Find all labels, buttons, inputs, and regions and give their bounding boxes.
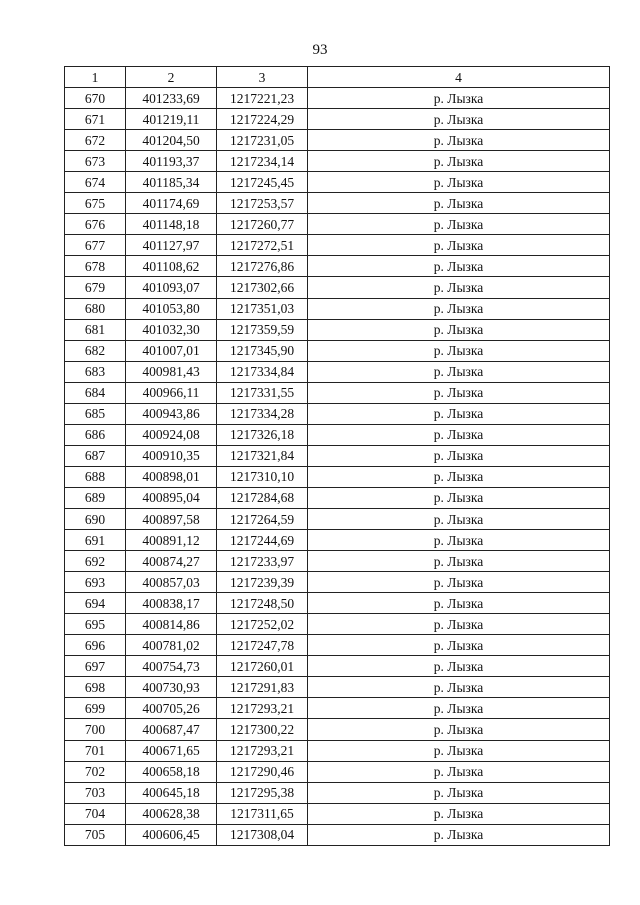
table-row (65, 445, 610, 466)
point-number-cell: 688 (65, 466, 126, 487)
table-row (65, 361, 610, 382)
y-coordinate-cell: 1217276,86 (217, 256, 308, 277)
description-cell: р. Лызка (308, 319, 610, 340)
point-number-cell: 680 (65, 298, 126, 319)
point-number-cell: 674 (65, 172, 126, 193)
y-coordinate-cell: 1217248,50 (217, 593, 308, 614)
x-coordinate-cell: 400671,65 (126, 740, 217, 761)
description-cell: р. Лызка (308, 403, 610, 424)
y-coordinate-cell: 1217334,28 (217, 403, 308, 424)
x-coordinate-cell: 401204,50 (126, 130, 217, 151)
table-row (65, 782, 610, 803)
y-coordinate-cell: 1217345,90 (217, 340, 308, 361)
x-coordinate-cell: 400898,01 (126, 466, 217, 487)
header-col-4: 4 (308, 67, 610, 88)
table-row (65, 508, 610, 529)
table-row (65, 109, 610, 130)
point-number-cell: 703 (65, 782, 126, 803)
x-coordinate-cell: 400891,12 (126, 530, 217, 551)
description-cell: р. Лызка (308, 235, 610, 256)
y-coordinate-cell: 1217260,77 (217, 214, 308, 235)
point-number-cell: 683 (65, 361, 126, 382)
table-row (65, 530, 610, 551)
x-coordinate-cell: 401174,69 (126, 193, 217, 214)
description-cell: р. Лызка (308, 824, 610, 845)
description-cell: р. Лызка (308, 130, 610, 151)
table-row (65, 719, 610, 740)
x-coordinate-cell: 401219,11 (126, 109, 217, 130)
y-coordinate-cell: 1217290,46 (217, 761, 308, 782)
description-cell: р. Лызка (308, 740, 610, 761)
y-coordinate-cell: 1217334,84 (217, 361, 308, 382)
point-number-cell: 691 (65, 530, 126, 551)
table-row (65, 298, 610, 319)
x-coordinate-cell: 401108,62 (126, 256, 217, 277)
point-number-cell: 702 (65, 761, 126, 782)
description-cell: р. Лызка (308, 803, 610, 824)
y-coordinate-cell: 1217272,51 (217, 235, 308, 256)
x-coordinate-cell: 400754,73 (126, 656, 217, 677)
point-number-cell: 697 (65, 656, 126, 677)
point-number-cell: 679 (65, 277, 126, 298)
y-coordinate-cell: 1217253,57 (217, 193, 308, 214)
table-row (65, 824, 610, 845)
description-cell: р. Лызка (308, 719, 610, 740)
point-number-cell: 699 (65, 698, 126, 719)
table-row (65, 319, 610, 340)
table-row (65, 172, 610, 193)
description-cell: р. Лызка (308, 193, 610, 214)
x-coordinate-cell: 400705,26 (126, 698, 217, 719)
y-coordinate-cell: 1217302,66 (217, 277, 308, 298)
table-body (65, 88, 610, 846)
point-number-cell: 681 (65, 319, 126, 340)
x-coordinate-cell: 400897,58 (126, 508, 217, 529)
table-row (65, 487, 610, 508)
point-number-cell: 676 (65, 214, 126, 235)
x-coordinate-cell: 400910,35 (126, 445, 217, 466)
y-coordinate-cell: 1217247,78 (217, 635, 308, 656)
point-number-cell: 704 (65, 803, 126, 824)
table-row (65, 235, 610, 256)
table-header-row (65, 67, 610, 88)
y-coordinate-cell: 1217221,23 (217, 88, 308, 109)
table-row (65, 88, 610, 109)
x-coordinate-cell: 400966,11 (126, 382, 217, 403)
y-coordinate-cell: 1217245,45 (217, 172, 308, 193)
coordinates-table (64, 66, 610, 846)
y-coordinate-cell: 1217252,02 (217, 614, 308, 635)
x-coordinate-cell: 401093,07 (126, 277, 217, 298)
x-coordinate-cell: 401032,30 (126, 319, 217, 340)
y-coordinate-cell: 1217310,10 (217, 466, 308, 487)
y-coordinate-cell: 1217224,29 (217, 109, 308, 130)
description-cell: р. Лызка (308, 214, 610, 235)
y-coordinate-cell: 1217234,14 (217, 151, 308, 172)
description-cell: р. Лызка (308, 677, 610, 698)
point-number-cell: 670 (65, 88, 126, 109)
point-number-cell: 698 (65, 677, 126, 698)
x-coordinate-cell: 400924,08 (126, 424, 217, 445)
y-coordinate-cell: 1217260,01 (217, 656, 308, 677)
header-col-1: 1 (65, 67, 126, 88)
description-cell: р. Лызка (308, 572, 610, 593)
table-row (65, 698, 610, 719)
point-number-cell: 696 (65, 635, 126, 656)
point-number-cell: 705 (65, 824, 126, 845)
y-coordinate-cell: 1217331,55 (217, 382, 308, 403)
description-cell: р. Лызка (308, 530, 610, 551)
description-cell: р. Лызка (308, 635, 610, 656)
description-cell: р. Лызка (308, 508, 610, 529)
x-coordinate-cell: 400658,18 (126, 761, 217, 782)
description-cell: р. Лызка (308, 109, 610, 130)
description-cell: р. Лызка (308, 172, 610, 193)
y-coordinate-cell: 1217308,04 (217, 824, 308, 845)
x-coordinate-cell: 400781,02 (126, 635, 217, 656)
x-coordinate-cell: 401233,69 (126, 88, 217, 109)
description-cell: р. Лызка (308, 277, 610, 298)
header-col-3: 3 (217, 67, 308, 88)
x-coordinate-cell: 400687,47 (126, 719, 217, 740)
x-coordinate-cell: 401007,01 (126, 340, 217, 361)
y-coordinate-cell: 1217244,69 (217, 530, 308, 551)
description-cell: р. Лызка (308, 761, 610, 782)
table-row (65, 277, 610, 298)
x-coordinate-cell: 401127,97 (126, 235, 217, 256)
x-coordinate-cell: 401193,37 (126, 151, 217, 172)
table-row (65, 466, 610, 487)
point-number-cell: 677 (65, 235, 126, 256)
table-row (65, 572, 610, 593)
description-cell: р. Лызка (308, 298, 610, 319)
point-number-cell: 695 (65, 614, 126, 635)
y-coordinate-cell: 1217293,21 (217, 698, 308, 719)
table-row (65, 551, 610, 572)
point-number-cell: 685 (65, 403, 126, 424)
y-coordinate-cell: 1217264,59 (217, 508, 308, 529)
point-number-cell: 687 (65, 445, 126, 466)
y-coordinate-cell: 1217311,65 (217, 803, 308, 824)
y-coordinate-cell: 1217231,05 (217, 130, 308, 151)
x-coordinate-cell: 400838,17 (126, 593, 217, 614)
point-number-cell: 673 (65, 151, 126, 172)
description-cell: р. Лызка (308, 424, 610, 445)
table-row (65, 403, 610, 424)
table-row (65, 677, 610, 698)
x-coordinate-cell: 400874,27 (126, 551, 217, 572)
y-coordinate-cell: 1217321,84 (217, 445, 308, 466)
x-coordinate-cell: 401053,80 (126, 298, 217, 319)
x-coordinate-cell: 400943,86 (126, 403, 217, 424)
description-cell: р. Лызка (308, 151, 610, 172)
point-number-cell: 672 (65, 130, 126, 151)
description-cell: р. Лызка (308, 782, 610, 803)
table-row (65, 424, 610, 445)
x-coordinate-cell: 400628,38 (126, 803, 217, 824)
x-coordinate-cell: 401185,34 (126, 172, 217, 193)
table-row (65, 256, 610, 277)
point-number-cell: 693 (65, 572, 126, 593)
table-row (65, 635, 610, 656)
point-number-cell: 686 (65, 424, 126, 445)
y-coordinate-cell: 1217326,18 (217, 424, 308, 445)
table-row (65, 193, 610, 214)
x-coordinate-cell: 400895,04 (126, 487, 217, 508)
x-coordinate-cell: 401148,18 (126, 214, 217, 235)
y-coordinate-cell: 1217293,21 (217, 740, 308, 761)
description-cell: р. Лызка (308, 656, 610, 677)
table-row (65, 130, 610, 151)
table-row (65, 740, 610, 761)
description-cell: р. Лызка (308, 551, 610, 572)
x-coordinate-cell: 400814,86 (126, 614, 217, 635)
x-coordinate-cell: 400857,03 (126, 572, 217, 593)
table-row (65, 214, 610, 235)
x-coordinate-cell: 400645,18 (126, 782, 217, 803)
description-cell: р. Лызка (308, 340, 610, 361)
y-coordinate-cell: 1217295,38 (217, 782, 308, 803)
table-row (65, 803, 610, 824)
point-number-cell: 682 (65, 340, 126, 361)
page-number: 93 (312, 42, 328, 58)
point-number-cell: 675 (65, 193, 126, 214)
table-row (65, 761, 610, 782)
description-cell: р. Лызка (308, 698, 610, 719)
description-cell: р. Лызка (308, 256, 610, 277)
y-coordinate-cell: 1217291,83 (217, 677, 308, 698)
description-cell: р. Лызка (308, 445, 610, 466)
point-number-cell: 700 (65, 719, 126, 740)
description-cell: р. Лызка (308, 593, 610, 614)
y-coordinate-cell: 1217359,59 (217, 319, 308, 340)
description-cell: р. Лызка (308, 487, 610, 508)
table-row (65, 340, 610, 361)
header-col-2: 2 (126, 67, 217, 88)
x-coordinate-cell: 400606,45 (126, 824, 217, 845)
description-cell: р. Лызка (308, 361, 610, 382)
point-number-cell: 689 (65, 487, 126, 508)
y-coordinate-cell: 1217300,22 (217, 719, 308, 740)
y-coordinate-cell: 1217284,68 (217, 487, 308, 508)
point-number-cell: 678 (65, 256, 126, 277)
point-number-cell: 701 (65, 740, 126, 761)
table-row (65, 593, 610, 614)
point-number-cell: 690 (65, 508, 126, 529)
y-coordinate-cell: 1217233,97 (217, 551, 308, 572)
description-cell: р. Лызка (308, 614, 610, 635)
point-number-cell: 671 (65, 109, 126, 130)
table-row (65, 151, 610, 172)
point-number-cell: 692 (65, 551, 126, 572)
table-row (65, 382, 610, 403)
point-number-cell: 694 (65, 593, 126, 614)
description-cell: р. Лызка (308, 382, 610, 403)
table-row (65, 656, 610, 677)
x-coordinate-cell: 400981,43 (126, 361, 217, 382)
y-coordinate-cell: 1217239,39 (217, 572, 308, 593)
description-cell: р. Лызка (308, 88, 610, 109)
table-row (65, 614, 610, 635)
y-coordinate-cell: 1217351,03 (217, 298, 308, 319)
x-coordinate-cell: 400730,93 (126, 677, 217, 698)
point-number-cell: 684 (65, 382, 126, 403)
description-cell: р. Лызка (308, 466, 610, 487)
